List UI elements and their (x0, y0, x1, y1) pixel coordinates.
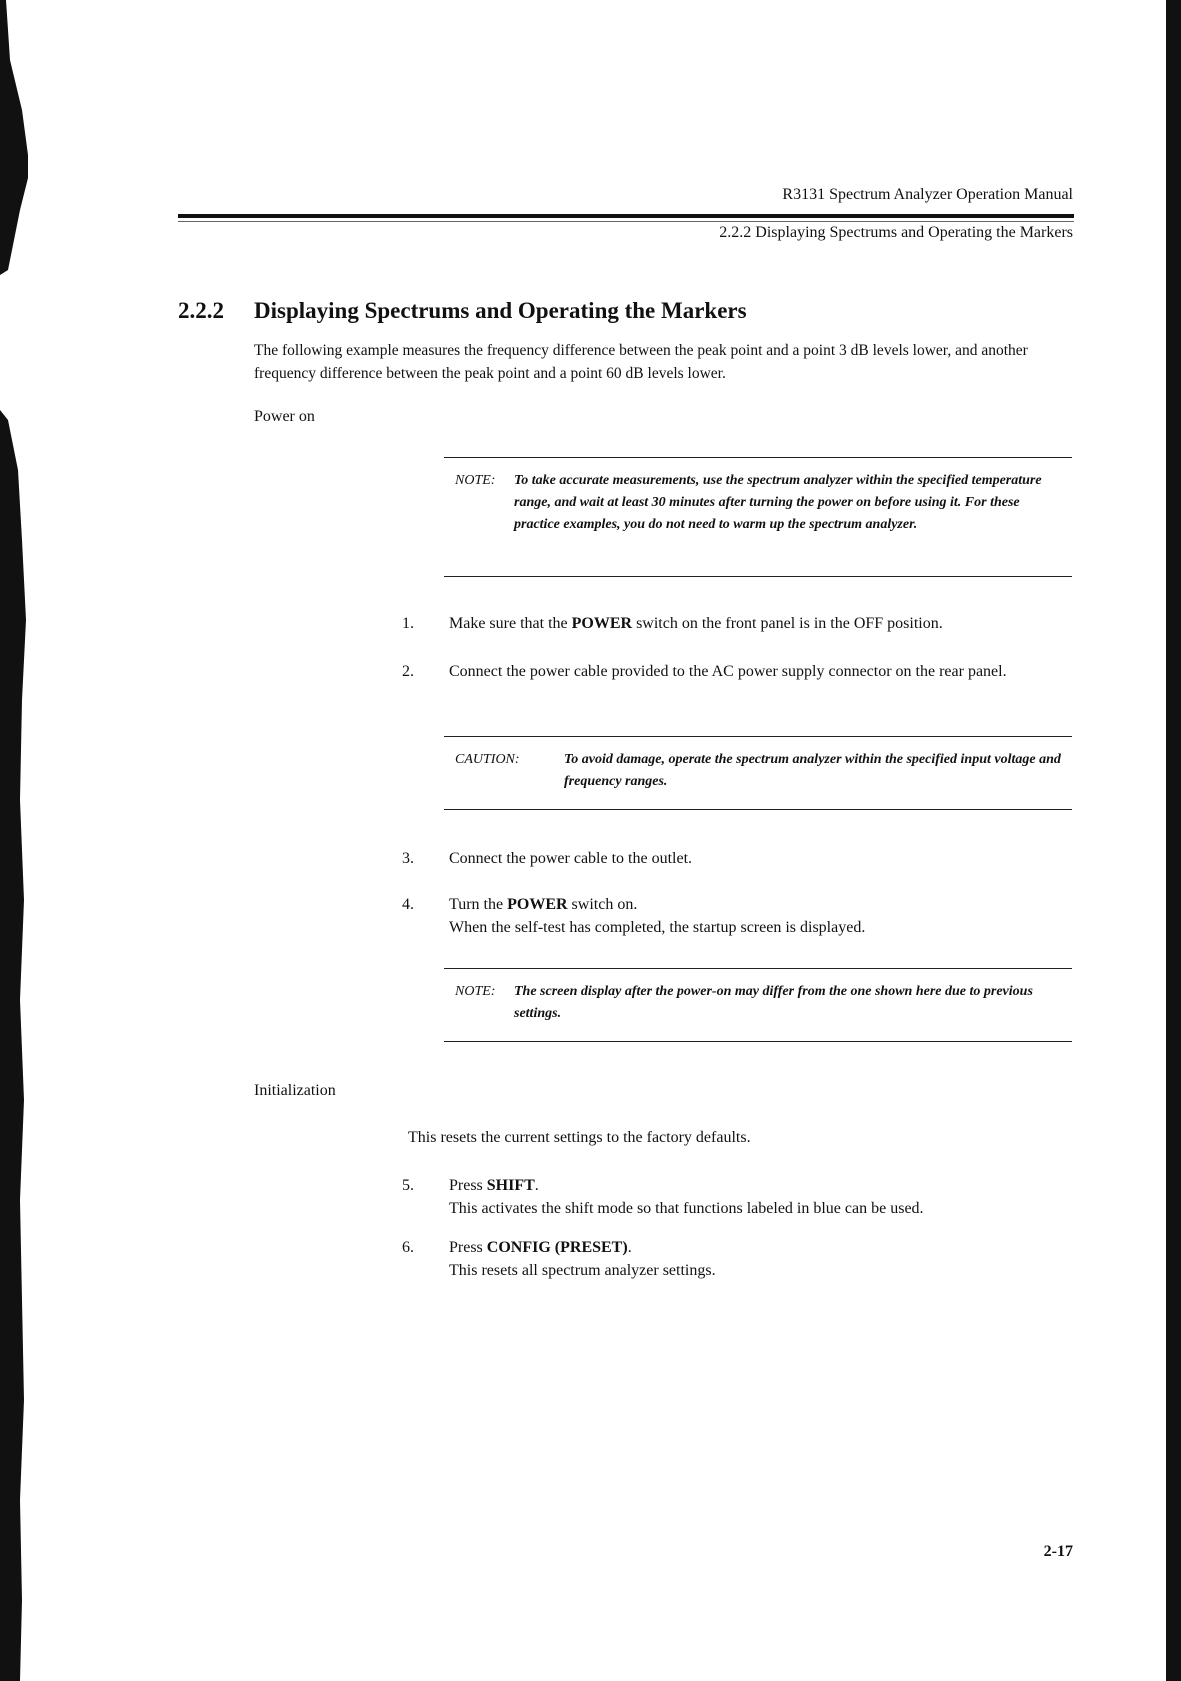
scan-right-edge (1166, 0, 1181, 1681)
sidelabel-initialization: Initialization (254, 1082, 336, 1099)
section-number: 2.2.2 (178, 298, 224, 323)
step-result: This activates the shift mode so that functions labeled in blue can be used. (449, 1200, 924, 1217)
header-rule-thin (178, 221, 1074, 222)
step-body: Turn the POWER switch on. When the self-test has completed, the startup screen is displayed. (449, 896, 866, 936)
step-number: 6. (402, 1239, 414, 1256)
step-body: Connect the power cable provided to the AC power supply connector on the rear panel. (449, 663, 1007, 680)
note-label: NOTE: (455, 473, 496, 488)
step-body: Make sure that the POWER switch on the front panel is in the OFF position. (449, 615, 943, 632)
section-intro: The following example measures the frequency difference between the peak point and a point 3 dB levels lower, and another frequency difference between the peak point and a point 60 dB levels lower. (254, 342, 1028, 382)
step-result: This resets all spectrum analyzer settings. (449, 1262, 716, 1279)
step-number: 2. (402, 663, 414, 680)
scan-binding-edge (0, 0, 28, 1681)
page-number: 2-17 (1043, 1543, 1073, 1560)
caution-box (444, 736, 1072, 810)
note-text: The screen display after the power-on may differ from the one shown here due to previous settings. (514, 984, 1033, 1021)
caution-text: To avoid damage, operate the spectrum analyzer within the specified input voltage and frequency ranges. (564, 752, 1061, 789)
step-number: 1. (402, 615, 414, 632)
running-header-title: R3131 Spectrum Analyzer Operation Manual (782, 186, 1073, 203)
running-header-section: 2.2.2 Displaying Spectrums and Operating the Markers (719, 224, 1073, 241)
step-body: Press SHIFT. This activates the shift mode so that functions labeled in blue can be used. (449, 1177, 924, 1217)
caution-label: CAUTION: (455, 752, 520, 767)
key-power: POWER (571, 615, 633, 632)
note-label: NOTE: (455, 984, 496, 999)
key-config-preset: CONFIG (PRESET) (486, 1239, 628, 1256)
header-rule (178, 214, 1074, 218)
step-number: 3. (402, 850, 414, 867)
step-body: Connect the power cable to the outlet. (449, 850, 693, 867)
note-box-warmup (444, 457, 1072, 577)
sidelabel-power-on: Power on (254, 408, 315, 425)
step-number: 5. (402, 1177, 414, 1194)
initialization-intro: This resets the current settings to the factory defaults. (408, 1129, 751, 1146)
key-shift: SHIFT (486, 1177, 535, 1194)
note-box-screen (444, 968, 1072, 1042)
section-title: Displaying Spectrums and Operating the Markers (254, 298, 747, 323)
step-result: When the self-test has completed, the startup screen is displayed. (449, 919, 866, 936)
step-number: 4. (402, 896, 414, 913)
step-body: Press CONFIG (PRESET). This resets all spectrum analyzer settings. (449, 1239, 716, 1279)
key-power: POWER (507, 896, 568, 913)
note-text: To take accurate measurements, use the spectrum analyzer within the specified temperature range, and wait at least 30 minutes after turning the power on before using it. For these practice examples, you do not need to warm up the spectrum analyzer. (514, 473, 1042, 532)
